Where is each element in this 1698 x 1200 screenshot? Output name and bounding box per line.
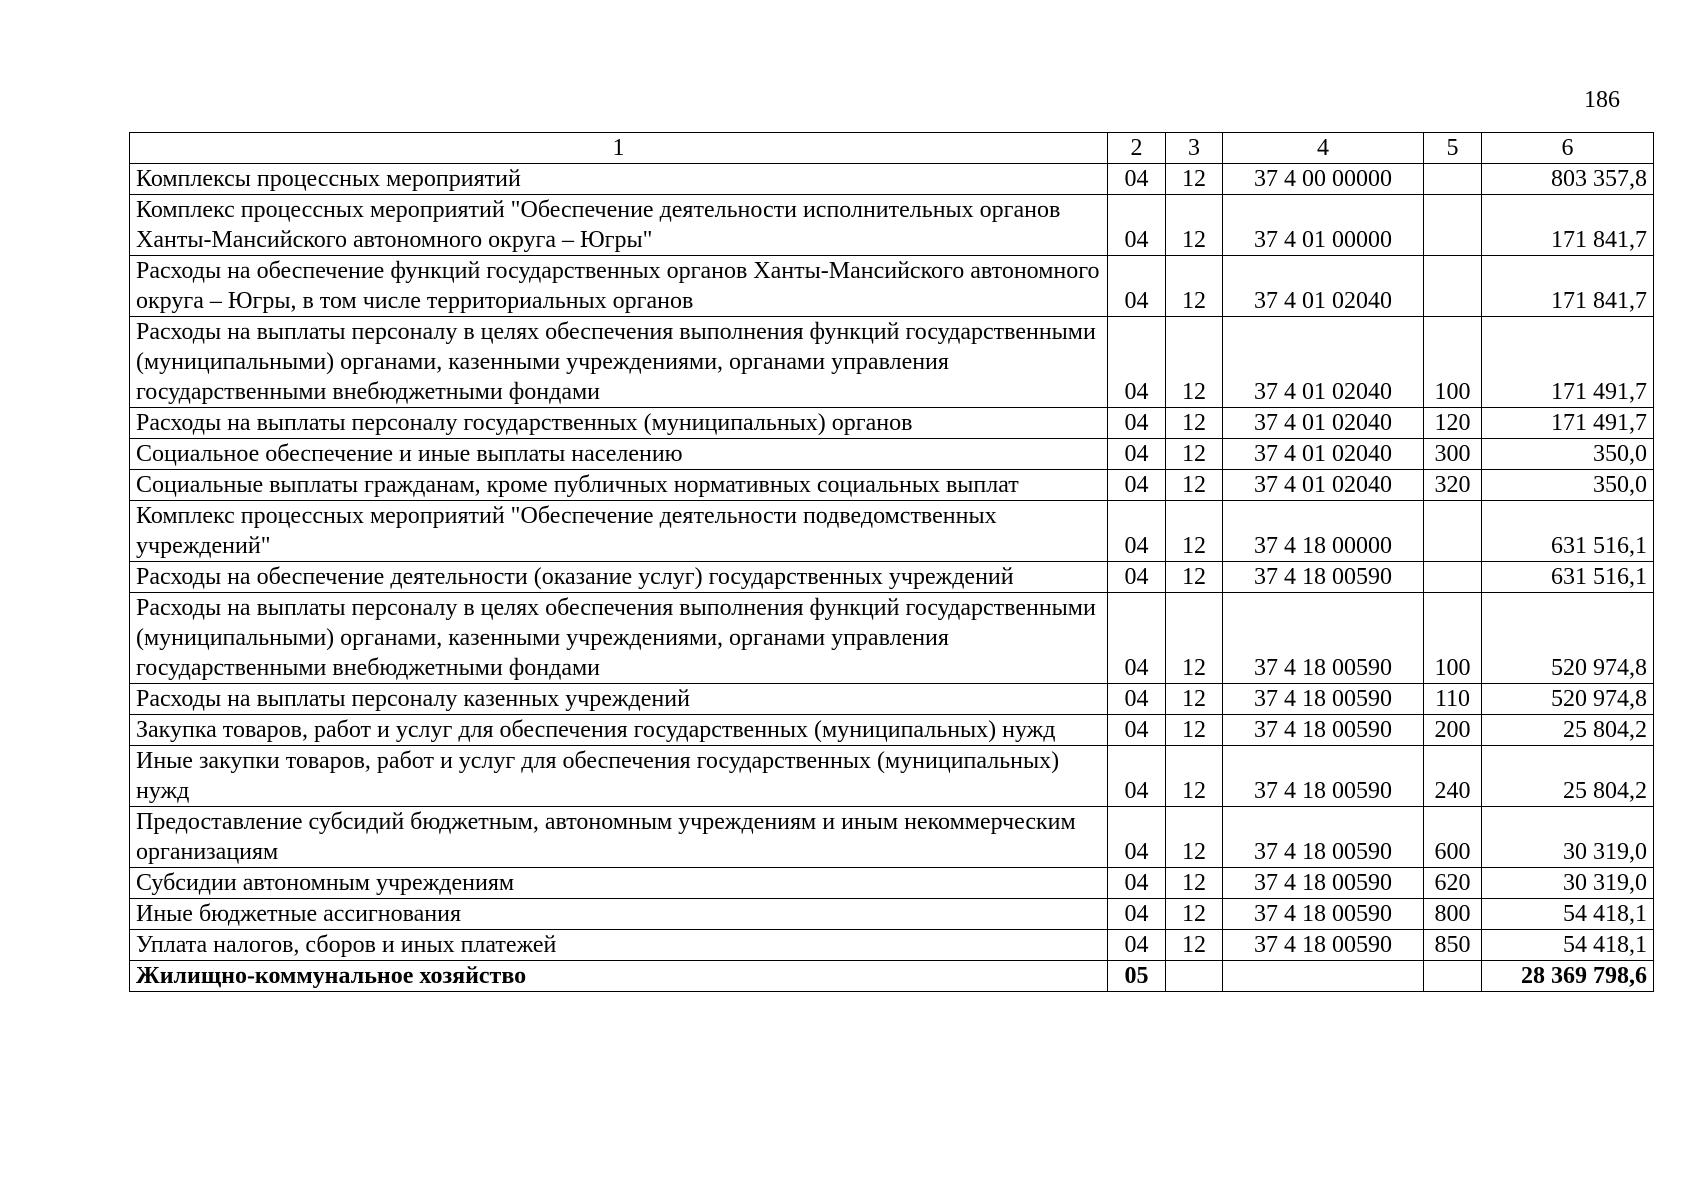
target-article-cell: 37 4 18 00590	[1223, 684, 1424, 715]
section-code-cell: 04	[1108, 593, 1166, 684]
expense-type-cell: 800	[1424, 899, 1482, 930]
target-article-cell: 37 4 00 00000	[1223, 164, 1424, 195]
amount-cell: 631 516,1	[1482, 562, 1654, 593]
target-article-cell: 37 4 18 00590	[1223, 746, 1424, 807]
amount-cell: 25 804,2	[1482, 746, 1654, 807]
target-article-cell: 37 4 18 00590	[1223, 562, 1424, 593]
subsection-code-cell: 12	[1166, 408, 1223, 439]
row-name-cell: Расходы на выплаты персоналу государственных (муниципальных) органов	[130, 408, 1108, 439]
subsection-code-cell: 12	[1166, 317, 1223, 408]
table-row	[130, 501, 1654, 562]
column-header: 1	[130, 133, 1108, 164]
row-name-cell: Расходы на обеспечение функций государственных органов Ханты-Мансийского автономного округа – Югры, в том числе территориальных органов	[130, 256, 1108, 317]
expense-type-cell: 850	[1424, 930, 1482, 961]
table-body	[130, 164, 1654, 992]
subsection-code-cell: 12	[1166, 164, 1223, 195]
row-name-cell: Жилищно-коммунальное хозяйство	[130, 961, 1108, 992]
subsection-code-cell: 12	[1166, 501, 1223, 562]
expense-type-cell: 110	[1424, 684, 1482, 715]
section-code-cell: 04	[1108, 899, 1166, 930]
budget-table	[129, 132, 1654, 992]
table-row	[130, 562, 1654, 593]
table-row	[130, 746, 1654, 807]
table-row	[130, 684, 1654, 715]
row-name-cell: Субсидии автономным учреждениям	[130, 868, 1108, 899]
section-code-cell: 04	[1108, 930, 1166, 961]
subsection-code-cell	[1166, 961, 1223, 992]
column-header: 4	[1223, 133, 1424, 164]
row-name-cell: Иные бюджетные ассигнования	[130, 899, 1108, 930]
table-row	[130, 930, 1654, 961]
amount-cell: 803 357,8	[1482, 164, 1654, 195]
table-row	[130, 164, 1654, 195]
section-code-cell: 04	[1108, 195, 1166, 256]
subsection-code-cell: 12	[1166, 195, 1223, 256]
subsection-code-cell: 12	[1166, 470, 1223, 501]
row-name-cell: Расходы на выплаты персоналу в целях обеспечения выполнения функций государственными (муниципальными) органами, казенными учреждениями, органами управления государственными внебюджетными фондами	[130, 317, 1108, 408]
table-row	[130, 439, 1654, 470]
table-row	[130, 195, 1654, 256]
section-code-cell: 04	[1108, 164, 1166, 195]
table-row	[130, 593, 1654, 684]
target-article-cell	[1223, 961, 1424, 992]
subsection-code-cell: 12	[1166, 684, 1223, 715]
row-name-cell: Комплекс процессных мероприятий "Обеспечение деятельности исполнительных органов Ханты-Мансийского автономного округа – Югры"	[130, 195, 1108, 256]
section-code-cell: 04	[1108, 746, 1166, 807]
section-code-cell: 04	[1108, 684, 1166, 715]
section-code-cell: 04	[1108, 439, 1166, 470]
expense-type-cell	[1424, 562, 1482, 593]
amount-cell: 171 491,7	[1482, 408, 1654, 439]
subsection-code-cell: 12	[1166, 930, 1223, 961]
subsection-code-cell: 12	[1166, 746, 1223, 807]
expense-type-cell: 200	[1424, 715, 1482, 746]
target-article-cell: 37 4 18 00590	[1223, 715, 1424, 746]
subsection-code-cell: 12	[1166, 593, 1223, 684]
row-name-cell: Расходы на выплаты персоналу казенных учреждений	[130, 684, 1108, 715]
amount-cell: 350,0	[1482, 470, 1654, 501]
subsection-code-cell: 12	[1166, 439, 1223, 470]
amount-cell: 28 369 798,6	[1482, 961, 1654, 992]
section-code-cell: 04	[1108, 562, 1166, 593]
target-article-cell: 37 4 01 02040	[1223, 408, 1424, 439]
amount-cell: 350,0	[1482, 439, 1654, 470]
expense-type-cell: 620	[1424, 868, 1482, 899]
column-header: 6	[1482, 133, 1654, 164]
table-row	[130, 715, 1654, 746]
row-name-cell: Закупка товаров, работ и услуг для обеспечения государственных (муниципальных) нужд	[130, 715, 1108, 746]
amount-cell: 520 974,8	[1482, 593, 1654, 684]
subsection-code-cell: 12	[1166, 256, 1223, 317]
target-article-cell: 37 4 18 00590	[1223, 899, 1424, 930]
target-article-cell: 37 4 18 00590	[1223, 930, 1424, 961]
target-article-cell: 37 4 18 00000	[1223, 501, 1424, 562]
subsection-code-cell: 12	[1166, 899, 1223, 930]
row-name-cell: Социальные выплаты гражданам, кроме публичных нормативных социальных выплат	[130, 470, 1108, 501]
target-article-cell: 37 4 01 02040	[1223, 439, 1424, 470]
table-row	[130, 256, 1654, 317]
section-code-cell: 04	[1108, 408, 1166, 439]
section-code-cell: 04	[1108, 715, 1166, 746]
row-name-cell: Комплекс процессных мероприятий "Обеспечение деятельности подведомственных учреждений"	[130, 501, 1108, 562]
target-article-cell: 37 4 01 00000	[1223, 195, 1424, 256]
amount-cell: 54 418,1	[1482, 899, 1654, 930]
header-row	[130, 133, 1654, 164]
target-article-cell: 37 4 18 00590	[1223, 868, 1424, 899]
table-row	[130, 408, 1654, 439]
expense-type-cell: 300	[1424, 439, 1482, 470]
table-row	[130, 961, 1654, 992]
expense-type-cell: 320	[1424, 470, 1482, 501]
table-row	[130, 868, 1654, 899]
row-name-cell: Социальное обеспечение и иные выплаты населению	[130, 439, 1108, 470]
amount-cell: 54 418,1	[1482, 930, 1654, 961]
amount-cell: 171 841,7	[1482, 195, 1654, 256]
column-header: 3	[1166, 133, 1223, 164]
amount-cell: 30 319,0	[1482, 868, 1654, 899]
expense-type-cell: 100	[1424, 317, 1482, 408]
table-row	[130, 807, 1654, 868]
table-row	[130, 317, 1654, 408]
expense-type-cell: 240	[1424, 746, 1482, 807]
amount-cell: 631 516,1	[1482, 501, 1654, 562]
amount-cell: 25 804,2	[1482, 715, 1654, 746]
subsection-code-cell: 12	[1166, 868, 1223, 899]
section-code-cell: 05	[1108, 961, 1166, 992]
row-name-cell: Предоставление субсидий бюджетным, автономным учреждениям и иным некоммерческим организациям	[130, 807, 1108, 868]
expense-type-cell	[1424, 195, 1482, 256]
amount-cell: 171 841,7	[1482, 256, 1654, 317]
row-name-cell: Расходы на обеспечение деятельности (оказание услуг) государственных учреждений	[130, 562, 1108, 593]
expense-type-cell	[1424, 164, 1482, 195]
section-code-cell: 04	[1108, 807, 1166, 868]
table-row	[130, 470, 1654, 501]
target-article-cell: 37 4 01 02040	[1223, 256, 1424, 317]
expense-type-cell: 120	[1424, 408, 1482, 439]
subsection-code-cell: 12	[1166, 807, 1223, 868]
section-code-cell: 04	[1108, 501, 1166, 562]
subsection-code-cell: 12	[1166, 562, 1223, 593]
amount-cell: 171 491,7	[1482, 317, 1654, 408]
section-code-cell: 04	[1108, 256, 1166, 317]
amount-cell: 520 974,8	[1482, 684, 1654, 715]
column-header: 2	[1108, 133, 1166, 164]
page-number: 186	[1584, 87, 1620, 113]
expense-type-cell	[1424, 961, 1482, 992]
subsection-code-cell: 12	[1166, 715, 1223, 746]
expense-type-cell	[1424, 501, 1482, 562]
expense-type-cell	[1424, 256, 1482, 317]
expense-type-cell: 100	[1424, 593, 1482, 684]
target-article-cell: 37 4 18 00590	[1223, 593, 1424, 684]
expense-type-cell: 600	[1424, 807, 1482, 868]
target-article-cell: 37 4 01 02040	[1223, 317, 1424, 408]
row-name-cell: Расходы на выплаты персоналу в целях обеспечения выполнения функций государственными (муниципальными) органами, казенными учреждениями, органами управления государственными внебюджетными фондами	[130, 593, 1108, 684]
section-code-cell: 04	[1108, 868, 1166, 899]
section-code-cell: 04	[1108, 470, 1166, 501]
column-header: 5	[1424, 133, 1482, 164]
target-article-cell: 37 4 18 00590	[1223, 807, 1424, 868]
row-name-cell: Уплата налогов, сборов и иных платежей	[130, 930, 1108, 961]
amount-cell: 30 319,0	[1482, 807, 1654, 868]
section-code-cell: 04	[1108, 317, 1166, 408]
row-name-cell: Иные закупки товаров, работ и услуг для обеспечения государственных (муниципальных) нужд	[130, 746, 1108, 807]
row-name-cell: Комплексы процессных мероприятий	[130, 164, 1108, 195]
table-row	[130, 899, 1654, 930]
target-article-cell: 37 4 01 02040	[1223, 470, 1424, 501]
